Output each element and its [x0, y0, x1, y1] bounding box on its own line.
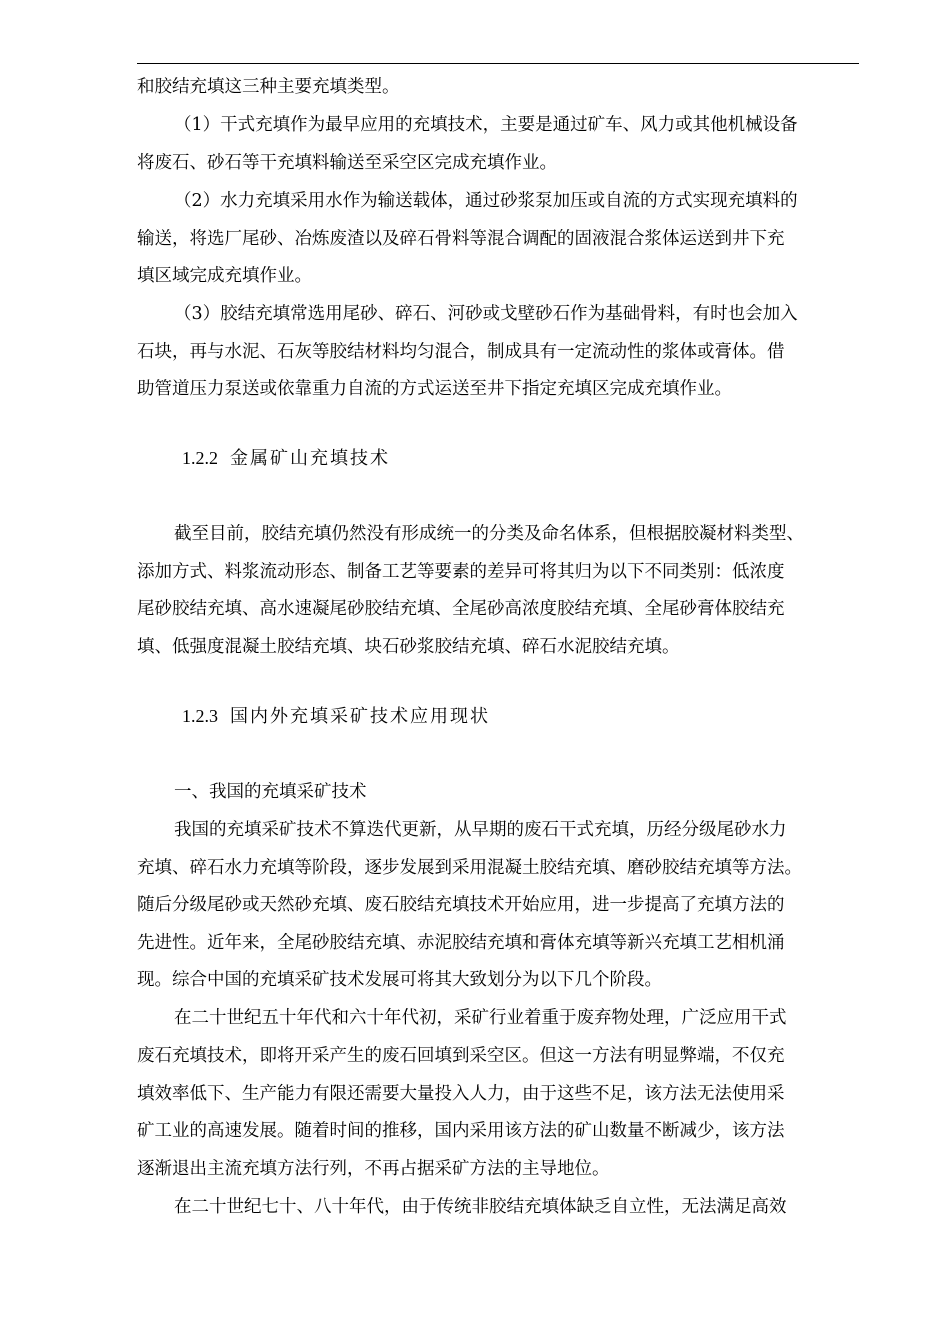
paragraph-line: 我国的充填采矿技术不算迭代更新，从早期的废石干式充填，历经分级尾砂水力: [174, 820, 787, 840]
paragraph-line: 填效率低下、生产能力有限还需要大量投入人力，由于这些不足，该方法无法使用采: [137, 1084, 785, 1104]
paragraph-line: 填、低强度混凝土胶结充填、块石砂浆胶结充填、碎石水泥胶结充填。: [137, 637, 680, 657]
header-rule: [137, 63, 859, 64]
paragraph-line: 截至目前，胶结充填仍然没有形成统一的分类及命名体系，但根据胶凝材料类型、: [174, 524, 804, 544]
paragraph-line: 充填、碎石水力充填等阶段，逐步发展到采用混凝土胶结充填、磨砂胶结充填等方法。: [137, 858, 802, 878]
paragraph-line: （3）胶结充填常选用尾砂、碎石、河砂或戈壁砂石作为基础骨料，有时也会加入: [174, 304, 798, 324]
paragraph-line: 输送，将选厂尾砂、冶炼废渣以及碎石骨料等混合调配的固液混合浆体运送到井下充: [137, 229, 785, 249]
paragraph-line: 在二十世纪七十、八十年代，由于传统非胶结充填体缺乏自立性，无法满足高效: [174, 1197, 787, 1217]
paragraph-line: 随后分级尾砂或天然砂充填、废石胶结充填技术开始应用，进一步提高了充填方法的: [137, 895, 785, 915]
paragraph-line: 石块，再与水泥、石灰等胶结材料均匀混合，制成具有一定流动性的浆体或膏体。借: [137, 342, 785, 362]
paragraph-line: 填区域完成充填作业。: [137, 266, 312, 286]
paragraph-line: （2）水力充填采用水作为输送载体，通过砂浆泵加压或自流的方式实现充填料的: [174, 191, 798, 211]
section-title: 国内外充填采矿技术应用现状: [230, 706, 490, 727]
paragraph-line: （1）干式充填作为最早应用的充填技术，主要是通过矿车、风力或其他机械设备: [174, 115, 798, 135]
paragraph-line: 逐渐退出主流充填方法行列，不再占据采矿方法的主导地位。: [137, 1159, 610, 1179]
paragraph-line: 添加方式、料浆流动形态、制备工艺等要素的差异可将其归为以下不同类别：低浓度: [137, 562, 785, 582]
section-heading-1-2-3: [182, 704, 490, 729]
subheading: 一、我国的充填采矿技术: [174, 782, 367, 802]
paragraph-line: 助管道压力泵送或依靠重力自流的方式运送至井下指定充填区完成充填作业。: [137, 379, 732, 399]
paragraph-line: 矿工业的高速发展。随着时间的推移，国内采用该方法的矿山数量不断减少，该方法: [137, 1121, 785, 1141]
paragraph-line: 将废石、砂石等干充填料输送至采空区完成充填作业。: [137, 153, 557, 173]
section-title: 金属矿山充填技术: [230, 448, 390, 469]
section-heading-1-2-2: [182, 446, 390, 471]
paragraph-line: 现。综合中国的充填采矿技术发展可将其大致划分为以下几个阶段。: [137, 970, 662, 990]
paragraph-line: 先进性。近年来，全尾砂胶结充填、赤泥胶结充填和膏体充填等新兴充填工艺相机涌: [137, 933, 785, 953]
section-number: 1.2.3: [182, 706, 218, 726]
paragraph-line: 尾砂胶结充填、高水速凝尾砂胶结充填、全尾砂高浓度胶结充填、全尾砂膏体胶结充: [137, 599, 785, 619]
paragraph-line: 废石充填技术，即将开采产生的废石回填到采空区。但这一方法有明显弊端，不仅充: [137, 1046, 785, 1066]
paragraph-line: 和胶结充填这三种主要充填类型。: [137, 77, 400, 97]
paragraph-line: 在二十世纪五十年代和六十年代初，采矿行业着重于废弃物处理，广泛应用干式: [174, 1008, 787, 1028]
section-number: 1.2.2: [182, 448, 218, 468]
